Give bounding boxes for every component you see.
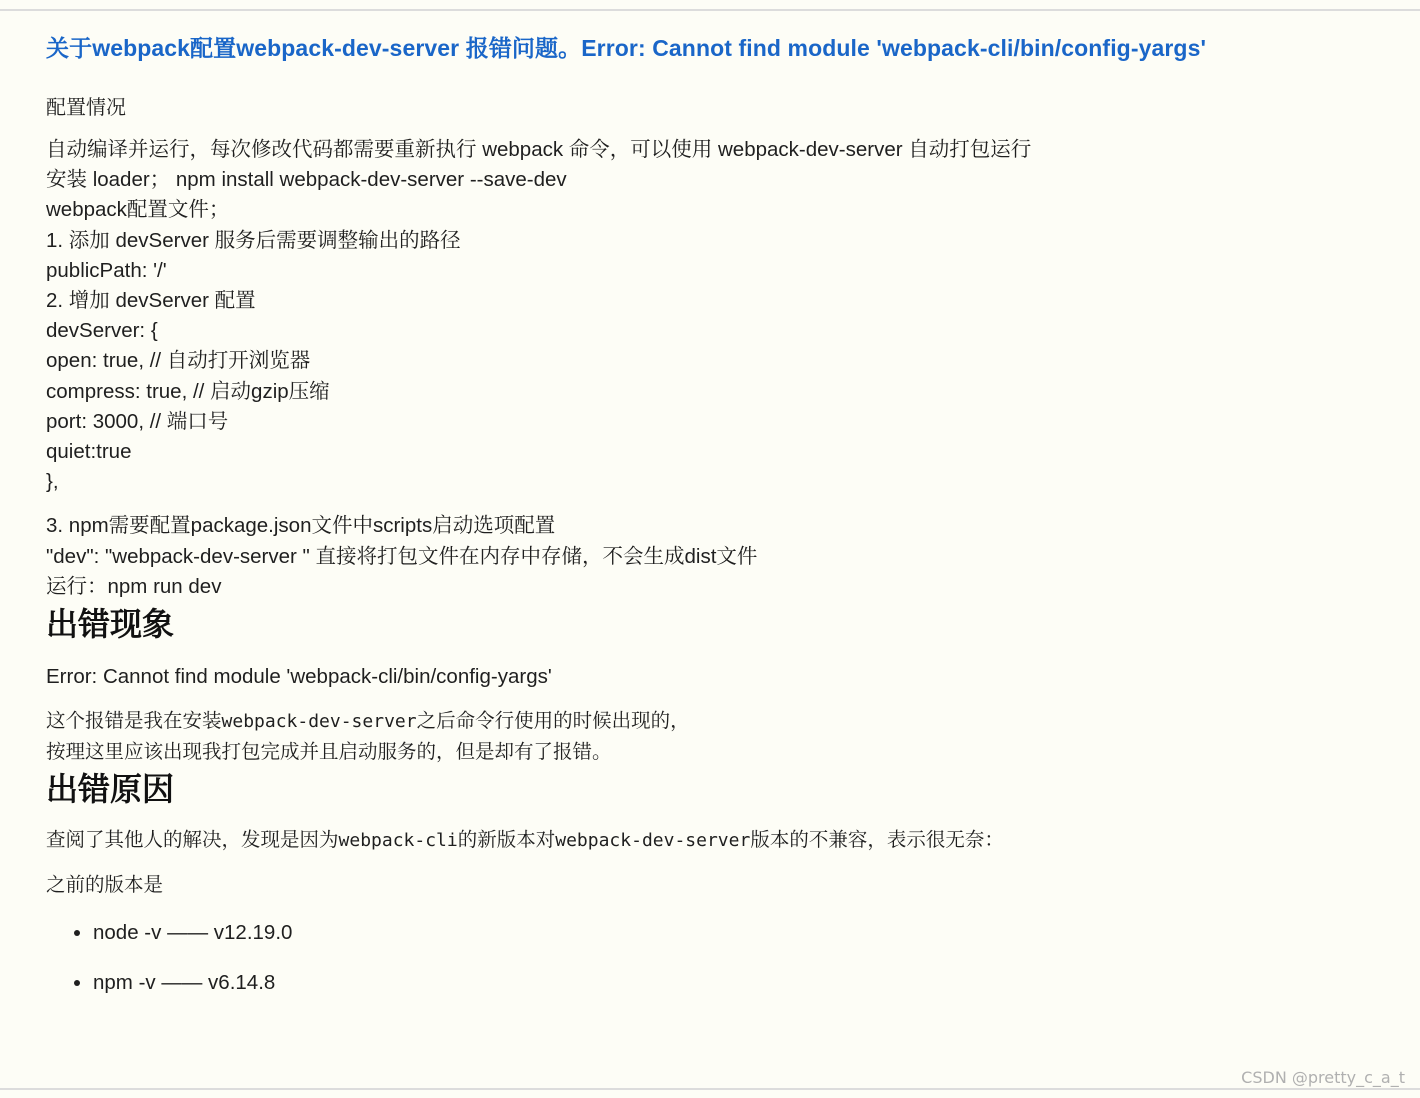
list-item: • npm -v —— v6.14.8 bbox=[93, 968, 1396, 998]
article-title[interactable]: 关于webpack配置webpack-dev-server 报错问题。Error: Cannot find module 'webpack-cli/bin/config-yargs' bbox=[46, 35, 1207, 61]
inline-code: webpack-dev-server bbox=[555, 830, 751, 852]
config-line: }, bbox=[46, 470, 59, 494]
config-line: 1. 添加 devServer 服务后需要调整输出的路径 bbox=[46, 228, 461, 252]
config-line: 自动编译并运行，每次修改代码都需要重新执行 webpack 命令，可以使用 webpack-dev-server 自动打包运行 bbox=[46, 138, 1032, 161]
config-line: open: true, // 自动打开浏览器 bbox=[46, 349, 311, 373]
symptom-heading: 出错现象 bbox=[46, 606, 175, 643]
error-message: Error: Cannot find module 'webpack-cli/bin/config-yargs' bbox=[46, 665, 552, 689]
inline-code: webpack-cli bbox=[338, 830, 458, 852]
symptom-desc-text: 这个报错是我在安装 bbox=[46, 710, 222, 733]
config-line: "dev": "webpack-dev-server " 直接将打包文件在内存中存储，不会生成dist文件 bbox=[46, 544, 758, 568]
cause-desc-text: 查阅了其他人的解决，发现是因为 bbox=[46, 829, 339, 852]
config-line: 安装 loader； npm install webpack-dev-server --save-dev bbox=[46, 168, 567, 192]
list-item: • node -v —— v12.19.0 bbox=[93, 918, 1396, 948]
config-line: 3. npm需要配置package.json文件中scripts启动选项配置 bbox=[46, 514, 556, 538]
previous-versions-label: 之前的版本是 bbox=[46, 874, 164, 897]
config-line: publicPath: '/' bbox=[46, 258, 167, 282]
config-line: devServer: { bbox=[46, 319, 158, 343]
article-content bbox=[46, 30, 1396, 1018]
config-line: compress: true, // 启动gzip压缩 bbox=[46, 379, 330, 403]
cause-description bbox=[46, 825, 1396, 856]
config-line: 2. 增加 devServer 配置 bbox=[46, 289, 256, 313]
config-lines-2 bbox=[46, 511, 1396, 602]
config-section-label: 配置情况 bbox=[46, 97, 126, 119]
cause-heading: 出错原因 bbox=[46, 771, 175, 808]
config-line: quiet:true bbox=[46, 440, 132, 464]
version-list bbox=[46, 918, 1396, 998]
symptom-desc-text: 按理这里应该出现我打包完成并且启动服务的，但是却有了报错。 bbox=[46, 741, 612, 764]
cause-desc-text: 的新版本对 bbox=[457, 829, 556, 852]
symptom-desc-text: 之后命令行使用的时候出现的， bbox=[416, 710, 690, 733]
cause-desc-text: 版本的不兼容，表示很无奈： bbox=[750, 829, 1004, 852]
config-line: port: 3000, // 端口号 bbox=[46, 409, 229, 433]
config-line: 运行：npm run dev bbox=[46, 574, 222, 598]
symptom-description bbox=[46, 706, 1396, 767]
bottom-divider bbox=[0, 1088, 1420, 1090]
inline-code: webpack-dev-server bbox=[221, 711, 417, 733]
config-line: webpack配置文件； bbox=[46, 198, 230, 222]
config-lines bbox=[46, 135, 1396, 497]
watermark: CSDN @pretty_c_a_t bbox=[1241, 1068, 1405, 1087]
top-divider bbox=[0, 9, 1420, 11]
